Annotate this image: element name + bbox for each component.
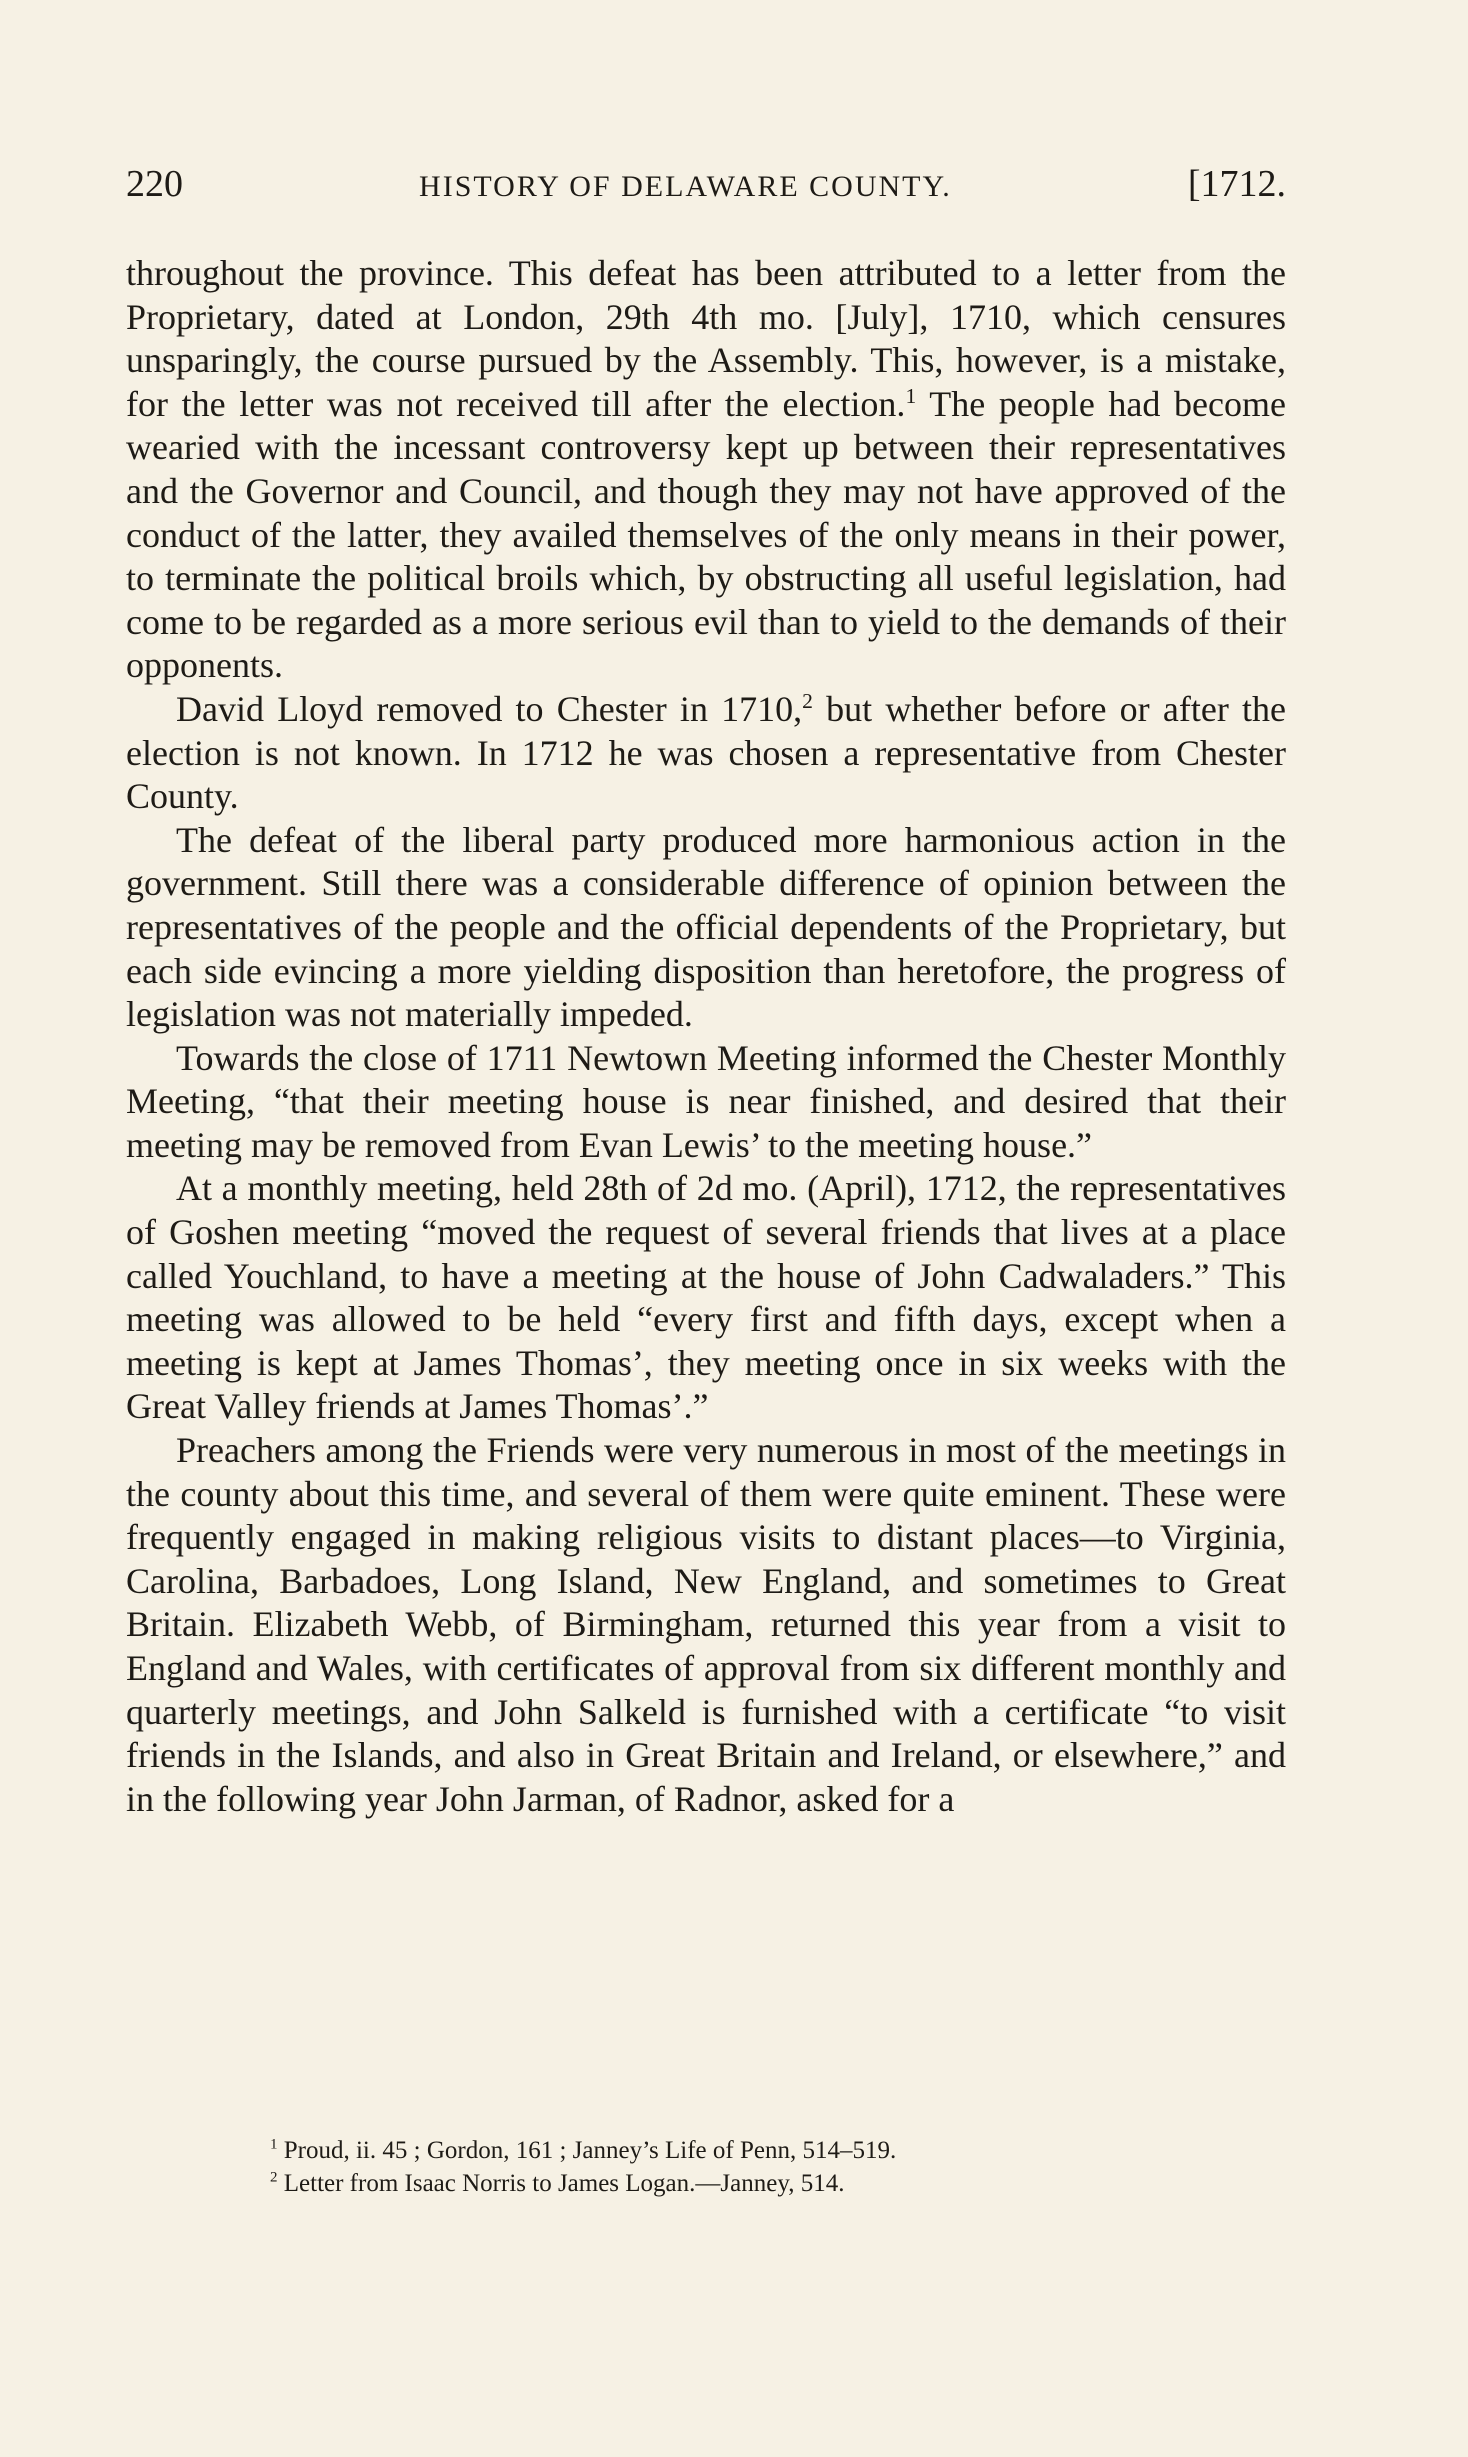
footnote-mark: 2 <box>270 2169 278 2186</box>
paragraph <box>126 1429 1286 1821</box>
footnote-text: Proud, ii. 45 ; Gordon, 161 ; Janney’s Life of Penn, 514–519. <box>277 2137 897 2164</box>
footnote <box>270 2167 1270 2200</box>
paragraph <box>126 252 1286 688</box>
page-number: 220 <box>126 163 183 205</box>
paragraph-text: David Lloyd removed to Chester in 1710, <box>176 688 803 729</box>
footnote-ref: 2 <box>802 688 813 713</box>
footnote-text: Letter from Isaac Norris to James Logan.—Janney, 514. <box>277 2170 845 2197</box>
footnote-ref: 1 <box>905 383 917 408</box>
body-text <box>126 252 1286 1821</box>
paragraph-text: At a monthly meeting, held 28th of 2d mo. (April), 1712, the representatives of Goshen meeting “moved the request of several friends that lives at a place called Youchland, to have a meeting at the house of John Cadwaladers.” This meeting was allowed to be held “every first and fifth days, except when a meeting is kept at James Thomas’, they meeting once in six weeks with the Great Valley friends at James Thomas’.” <box>126 1168 1286 1427</box>
footnotes <box>270 2134 1270 2200</box>
paragraph <box>126 1037 1286 1168</box>
page-header <box>126 162 1286 218</box>
running-head: HISTORY OF DELAWARE COUNTY. <box>419 170 952 203</box>
paragraph-text-continued: The people had become wearied with the incessant controversy kept up between their representatives and the Governor and Council, and though they may not have approved of the conduct of the latter, they availed themselves of the only means in their power, to terminate the political broils which, by obstructing all useful legislation, had come to be regarded as a more serious evil than to yield to the demands of their opponents. <box>126 383 1286 686</box>
year-mark: [1712. <box>1187 163 1286 205</box>
paragraph <box>126 1167 1286 1429</box>
paragraph-text: Towards the close of 1711 Newtown Meeting informed the Chester Monthly Meeting, “that their meeting house is near finished, and desired that their meeting may be removed from Evan Lewis’ to the meeting house.” <box>126 1037 1286 1165</box>
footnote <box>270 2134 1270 2167</box>
paragraph <box>126 688 1286 819</box>
paragraph-text-continued: but whether before or after the election is not known. In 1712 he was chosen a representative from Chester County. <box>126 688 1286 817</box>
paragraph-text: throughout the province. This defeat has been attributed to a letter from the Proprietary, dated at London, 29th 4th mo. [July], 1710, which censures unsparingly, the course pursued by the Assembly. This, however, is a mistake, for the letter was not received till after the election. <box>126 253 1286 424</box>
footnote-mark: 1 <box>270 2136 278 2153</box>
paragraph-text: The defeat of the liberal party produced more harmonious action in the government. Still there was a considerable difference of opinion between the representatives of the people and the official dependents of the Proprietary, but each side evincing a more yielding disposition than heretofore, the progress of legislation was not materially impeded. <box>126 819 1286 1035</box>
paragraph <box>126 819 1286 1037</box>
paragraph-text: Preachers among the Friends were very numerous in most of the meetings in the county about this time, and several of them were quite eminent. These were frequently engaged in making religious visits to distant places—to Virginia, Carolina, Barbadoes, Long Island, New England, and sometimes to Great Britain. Elizabeth Webb, of Birmingham, returned this year from a visit to England and Wales, with certificates of approval from six different monthly and quarterly meetings, and John Salkeld is furnished with a certificate “to visit friends in the Islands, and also in Great Britain and Ireland, or elsewhere,” and in the following year John Jarman, of Radnor, asked for a <box>126 1430 1286 1819</box>
